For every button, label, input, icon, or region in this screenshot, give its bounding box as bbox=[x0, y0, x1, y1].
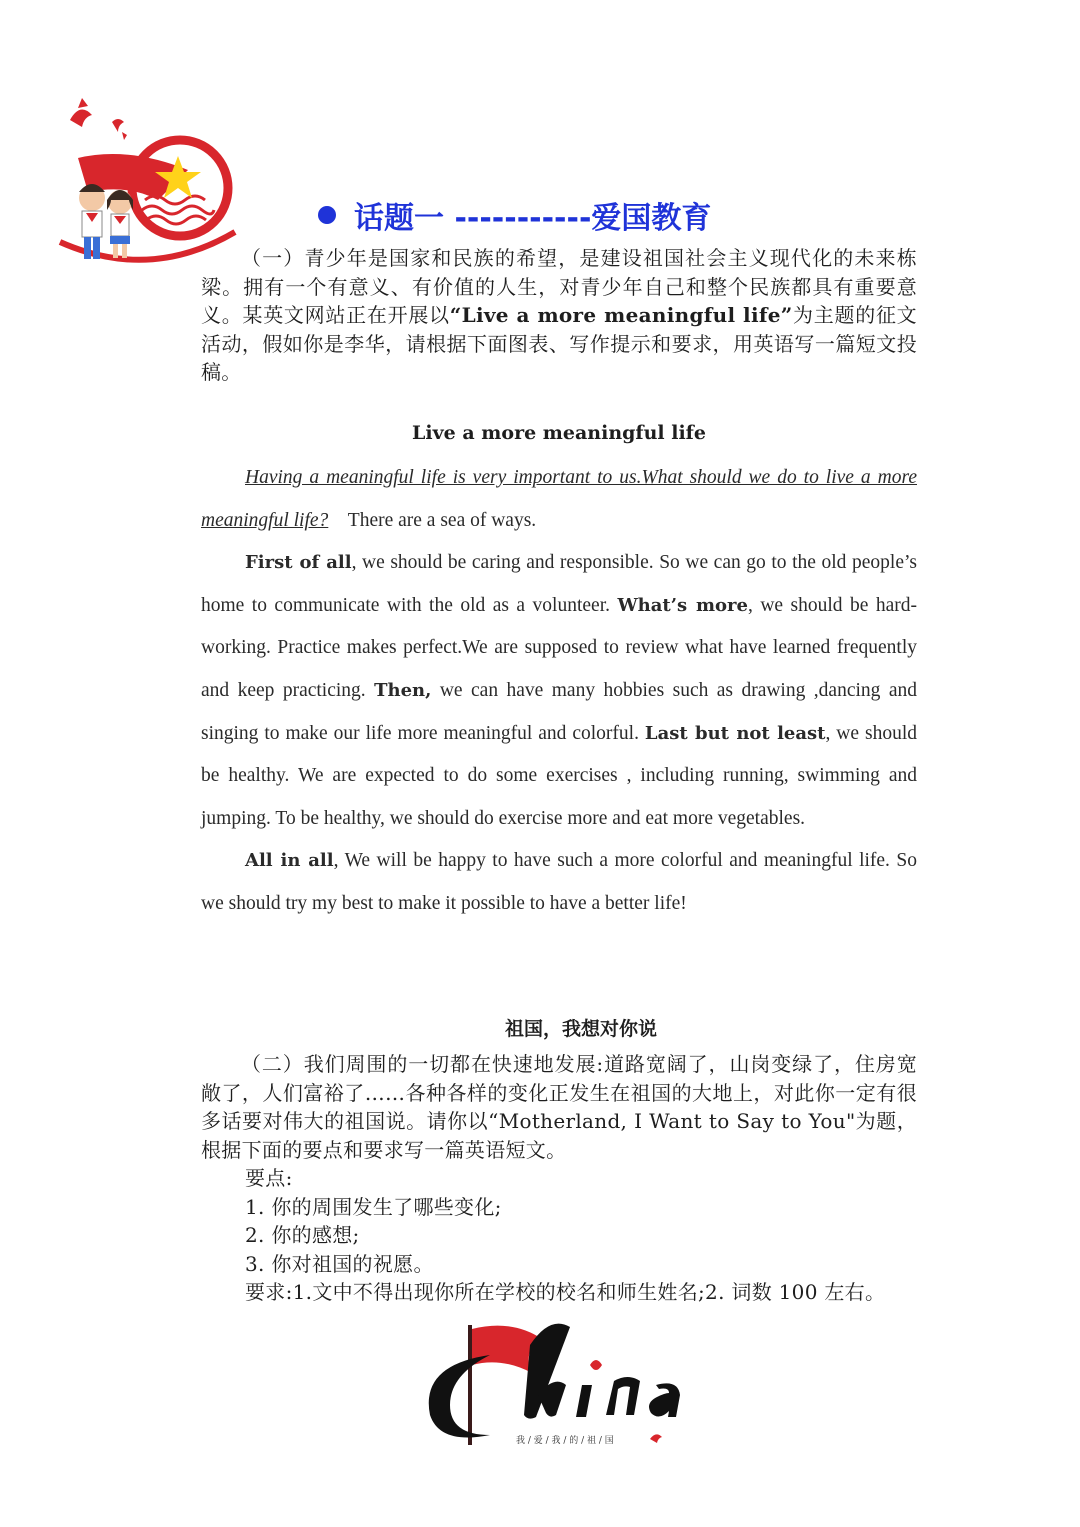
topic-heading bbox=[318, 190, 711, 240]
sample-essay bbox=[201, 457, 917, 926]
topic1-prompt-part-a: （一）青少年是国家和民族的希望，是建设祖国社会主义现代化的未来栋梁。拥有一个有意义、有价值的人生，对青少年自己和整个民族都具有重要意义。某英文网站正在开展以 bbox=[201, 246, 917, 327]
topic2-prompt: （二）我们周围的一切都在快速地发展:道路宽阔了，山岗变绿了，住房宽敞了，人们富裕了……各种各样的变化正发生在祖国的大地上，对此你一定有很多话要对伟大的祖国说。请你以“Motherland, I Want to Say to You"为题，根据下面的要点和要求写一篇英语短文。 bbox=[201, 1052, 917, 1162]
essay-text-2: , we should be hard-working. Practice makes perfect.We are supposed to review what have learned frequently and keep practicing. bbox=[201, 594, 918, 701]
topic2-prompt-block bbox=[201, 1050, 917, 1307]
essay-bold-whats-more: What’s more bbox=[617, 594, 748, 616]
topic2-requirements: 要求:1.文中不得出现你所在学校的校名和师生姓名;2. 词数 100 左右。 bbox=[245, 1280, 886, 1304]
essay-text-5: , We will be happy to have such a more colorful and meaningful life. So we should try my best to make it possible to have a better life! bbox=[201, 850, 917, 914]
essay-paragraph-2 bbox=[201, 542, 917, 840]
bullet-dot-icon bbox=[318, 206, 336, 224]
topic2-title: 祖国，我想对你说 bbox=[504, 1018, 657, 1040]
essay-paragraph-1 bbox=[201, 457, 917, 542]
topic2-point: 2. 你的感想; bbox=[245, 1223, 360, 1247]
topic2-points-label: 要点: bbox=[245, 1166, 293, 1190]
topic1-prompt-part-b: 为主题的征文活动，假如你是李华，请根据下面图表、写作提示和要求，用英语写一篇短文投稿。 bbox=[201, 303, 917, 384]
essay-intro-rest: There are a sea of ways. bbox=[347, 509, 537, 531]
essay-bold-last: Last but not least bbox=[644, 722, 826, 744]
essay-title: Live a more meaningful life bbox=[412, 422, 706, 444]
essay-paragraph-3 bbox=[201, 840, 917, 925]
topic1-prompt bbox=[201, 244, 917, 387]
essay-bold-then: Then, bbox=[374, 679, 432, 701]
china-logo-subtitle: 我 / 爱 / 我 / 的 / 祖 / 国 bbox=[516, 1436, 614, 1446]
topic-heading-text: 话题一 -----------爱国教育 bbox=[354, 201, 712, 236]
topic1-prompt-quote: “Live a more meaningful life” bbox=[449, 303, 793, 327]
essay-intro-underlined: Having a meaningful life is very important to us.What should we do to live a more meaningful life? bbox=[201, 467, 917, 531]
topic2-point: 3. 你对祖国的祝愿。 bbox=[245, 1251, 434, 1276]
essay-text-4: , we should be healthy. We are expected to do some exercises , including running, swimming and jumping. To be healthy, we should do exercise more and eat more vegetables. bbox=[201, 722, 917, 829]
essay-bold-all-in-all: All in all bbox=[245, 850, 334, 872]
china-logo-icon bbox=[420, 1315, 700, 1455]
essay-bold-first: First of all bbox=[245, 552, 352, 574]
essay-text-1: , we should be caring and responsible. So we can go to the old people’s home to communicate with the old as a volunteer. bbox=[201, 552, 917, 616]
essay-text-3: we can have many hobbies such as drawing ,dancing and singing to make our life more meaningful and colorful. bbox=[201, 679, 917, 744]
topic2-point: 1. 你的周围发生了哪些变化; bbox=[245, 1194, 502, 1219]
